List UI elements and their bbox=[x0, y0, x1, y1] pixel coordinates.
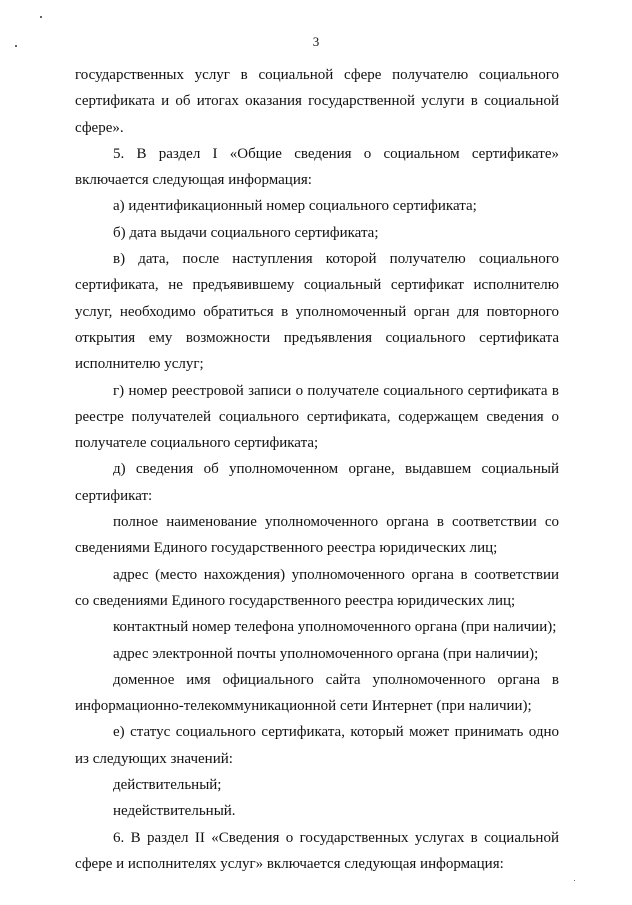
document-body bbox=[75, 62, 559, 877]
paragraph-status-valid: действительный; bbox=[113, 777, 222, 794]
paragraph-email: адрес электронной почты уполномоченного органа (при наличии); bbox=[113, 645, 539, 662]
paragraph-subitem-e: е) статус социального сертификата, который может принимать одно из следующих значений: bbox=[75, 724, 559, 767]
paragraph-status-invalid: недействительный. bbox=[113, 803, 236, 820]
page-number: 3 bbox=[312, 34, 320, 49]
paragraph-subitem-d: д) сведения об уполномоченном органе, выдавшем социальный сертификат: bbox=[75, 461, 559, 504]
paragraph-address: адрес (место нахождения) уполномоченного органа в соответствии со сведениями Единого государственного реестра юридических лиц; bbox=[75, 566, 559, 609]
paragraph-continuation: государственных услуг в социальной сфере получателю социального сертификата и об итогах оказания государственной услуги в социальной сфере». bbox=[75, 67, 559, 136]
paragraph-subitem-b: б) дата выдачи социального сертификата; bbox=[113, 224, 379, 241]
scan-speck bbox=[40, 16, 42, 18]
paragraph-item-5: 5. В раздел I «Общие сведения о социальном сертификате» включается следующая информация: bbox=[75, 145, 559, 189]
paragraph-subitem-a: а) идентификационный номер социального сертификата; bbox=[113, 198, 477, 215]
paragraph-subitem-g: г) номер реестровой записи о получателе социального сертификата в реестре получателей социального сертификата, содержащем сведения о получателе социального сертификата; bbox=[75, 382, 559, 452]
paragraph-domain: доменное имя официального сайта уполномоченного органа в информационно-телекоммуникационной сети Интернет (при наличии); bbox=[75, 671, 559, 715]
scan-speck bbox=[574, 880, 575, 881]
paragraph-item-6: 6. В раздел II «Сведения о государственных услугах в социальной сфере и исполнителях услуг» включается следующая информация: bbox=[75, 829, 559, 872]
paragraph-phone: контактный номер телефона уполномоченного органа (при наличии); bbox=[113, 619, 557, 636]
paragraph-subitem-v: в) дата, после наступления которой получателю социального сертификата, не предъявившему социальный сертификат исполнителю услуг, необходимо обратиться в уполномоченный орган для повторного открытия ему возможности предъявления социального сертификата исполнителю услуг; bbox=[75, 251, 559, 373]
paragraph-full-name: полное наименование уполномоченного органа в соответствии со сведениями Единого государственного реестра юридических лиц; bbox=[75, 514, 559, 557]
